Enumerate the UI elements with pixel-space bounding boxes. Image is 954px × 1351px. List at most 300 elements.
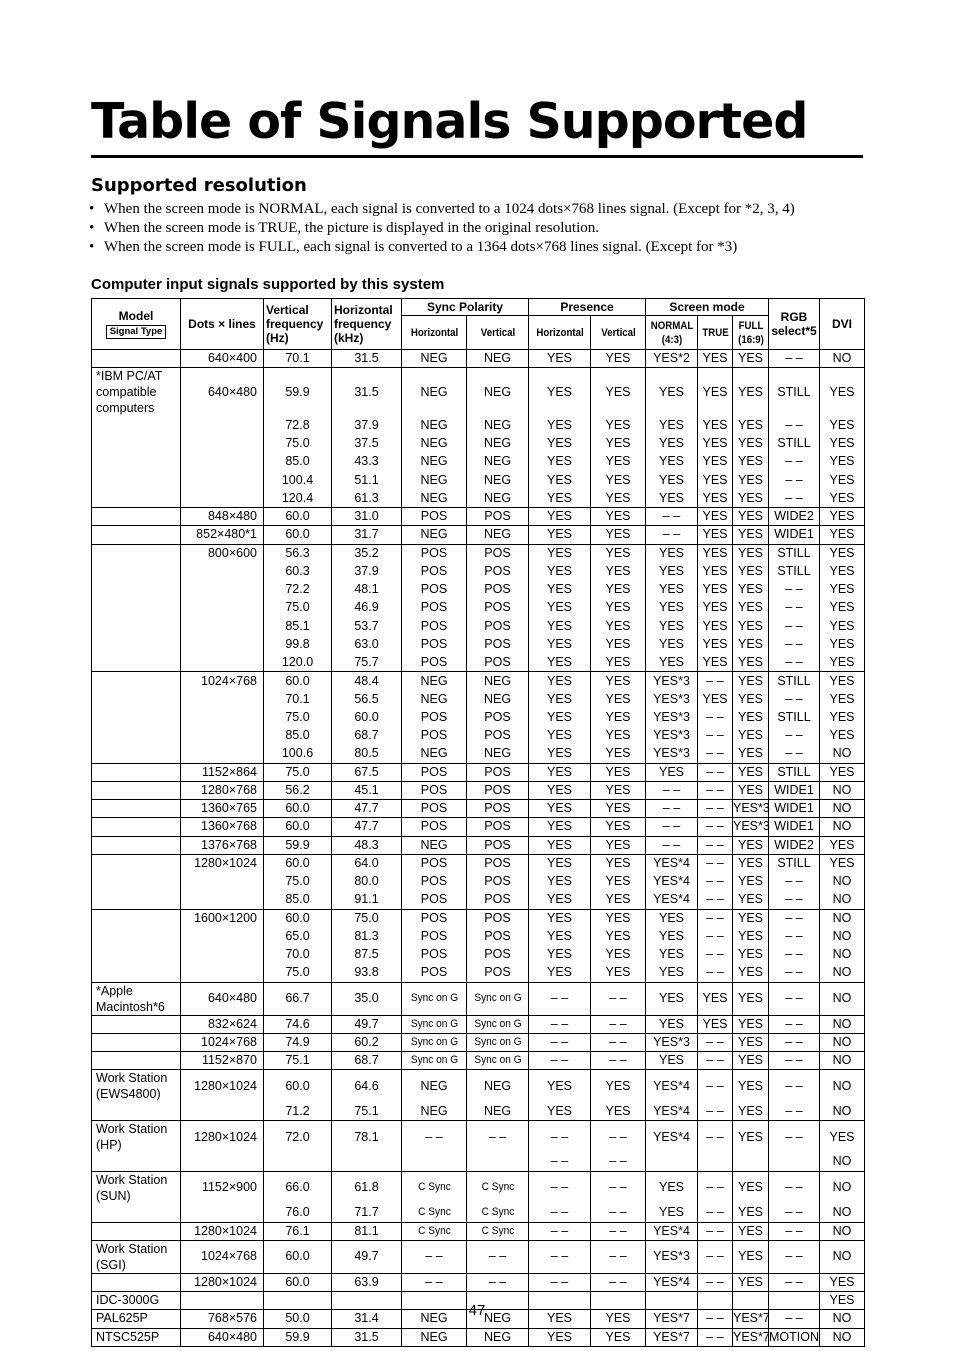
- table-cell: YES: [698, 526, 733, 544]
- table-cell: [92, 745, 181, 763]
- table-cell: POS: [402, 544, 467, 562]
- table-cell: YES: [820, 581, 865, 599]
- table-cell: YES: [529, 453, 591, 471]
- table-cell: – –: [698, 745, 733, 763]
- table-cell: – –: [769, 1102, 820, 1120]
- table-cell: YES: [733, 617, 769, 635]
- table-cell: YES: [591, 453, 646, 471]
- table-cell: YES: [591, 672, 646, 690]
- table-cell: YES: [820, 416, 865, 434]
- table-cell: YES: [698, 635, 733, 653]
- table-cell: YES: [591, 927, 646, 945]
- table-cell: YES: [820, 654, 865, 672]
- table-cell: YES: [591, 368, 646, 417]
- table-cell: STILL: [769, 672, 820, 690]
- table-cell: [92, 800, 181, 818]
- table-cell: – –: [769, 654, 820, 672]
- table-cell: 60.0: [264, 818, 332, 836]
- table-cell: YES: [529, 562, 591, 580]
- table-row: [92, 672, 865, 690]
- table-cell: [181, 581, 264, 599]
- table-cell: YES: [820, 544, 865, 562]
- table-cell: YES: [529, 471, 591, 489]
- table-cell: YES*4: [646, 1102, 698, 1120]
- table-cell: [181, 873, 264, 891]
- table-cell: YES*3: [733, 800, 769, 818]
- bullet-item: • When the screen mode is TRUE, the picture is displayed in the original resolution.: [89, 219, 795, 238]
- table-cell: [92, 526, 181, 544]
- table-cell: WIDE1: [769, 781, 820, 799]
- header-presence: Presence: [529, 299, 646, 316]
- header-true: TRUE: [700, 316, 731, 350]
- table-cell: POS: [402, 927, 467, 945]
- table-cell: 75.0: [264, 435, 332, 453]
- table-cell: [181, 690, 264, 708]
- table-cell: POS: [467, 635, 529, 653]
- table-cell: YES: [591, 727, 646, 745]
- table-cell: YES: [820, 489, 865, 507]
- table-row: [92, 727, 865, 745]
- table-cell: 63.9: [332, 1273, 402, 1291]
- table-cell: [698, 1153, 733, 1171]
- table-cell: – –: [769, 982, 820, 1015]
- table-cell: 63.0: [332, 635, 402, 653]
- table-cell: YES: [820, 526, 865, 544]
- table-cell: 60.0: [264, 1070, 332, 1103]
- table-cell: 60.0: [264, 526, 332, 544]
- table-cell: [92, 964, 181, 982]
- table-cell: YES: [529, 1070, 591, 1103]
- table-cell: YES: [591, 544, 646, 562]
- table-cell: YES: [591, 873, 646, 891]
- table-cell: YES*4: [646, 1222, 698, 1240]
- table-cell: STILL: [769, 763, 820, 781]
- table-cell: YES: [698, 617, 733, 635]
- header-sync-horizontal: Horizontal: [405, 316, 462, 350]
- table-cell: [92, 453, 181, 471]
- table-cell: 43.3: [332, 453, 402, 471]
- table-cell: NEG: [402, 471, 467, 489]
- table-cell: YES: [646, 964, 698, 982]
- table-cell: POS: [467, 836, 529, 854]
- table-cell: YES: [698, 544, 733, 562]
- signals-table-body: [92, 350, 865, 1347]
- table-cell: YES: [591, 617, 646, 635]
- table-cell: [181, 453, 264, 471]
- table-cell: NO: [820, 891, 865, 909]
- table-cell: [92, 763, 181, 781]
- table-cell: – –: [529, 1033, 591, 1051]
- table-cell: YES: [820, 617, 865, 635]
- table-row: [92, 416, 865, 434]
- table-row: [92, 435, 865, 453]
- table-cell: YES: [591, 350, 646, 368]
- table-cell: YES: [591, 836, 646, 854]
- table-cell: 49.7: [332, 1240, 402, 1273]
- table-cell: POS: [467, 818, 529, 836]
- table-cell: – –: [769, 416, 820, 434]
- header-model-label: Model: [118, 309, 154, 323]
- table-cell: C Sync: [469, 1222, 526, 1240]
- table-cell: [92, 654, 181, 672]
- table-cell: YES: [529, 544, 591, 562]
- table-cell: YES: [529, 654, 591, 672]
- table-cell: 72.2: [264, 581, 332, 599]
- table-cell: – –: [698, 1052, 733, 1070]
- table-cell: YES: [529, 800, 591, 818]
- table-cell: 76.1: [264, 1222, 332, 1240]
- table-cell: YES: [698, 453, 733, 471]
- table-cell: 640×480: [181, 1328, 264, 1346]
- header-presence-vertical: Vertical: [594, 316, 642, 350]
- table-row: [92, 1328, 865, 1346]
- table-cell: STILL: [769, 854, 820, 872]
- table-cell: 70.1: [264, 690, 332, 708]
- table-cell: POS: [402, 854, 467, 872]
- table-row: [92, 1070, 865, 1103]
- table-cell: – –: [698, 763, 733, 781]
- table-cell: YES: [820, 763, 865, 781]
- table-row: [92, 873, 865, 891]
- table-cell: – –: [698, 927, 733, 945]
- table-cell: YES: [733, 1240, 769, 1273]
- table-cell: POS: [467, 946, 529, 964]
- table-cell: 72.0: [264, 1121, 332, 1154]
- table-cell: YES: [591, 1328, 646, 1346]
- table-cell: – –: [769, 1222, 820, 1240]
- table-cell: [181, 1153, 264, 1171]
- table-row: [92, 1033, 865, 1051]
- table-cell: YES*3: [646, 1240, 698, 1273]
- table-row: [92, 1204, 865, 1222]
- table-row: [92, 526, 865, 544]
- table-cell: YES: [529, 416, 591, 434]
- table-cell: NEG: [402, 435, 467, 453]
- table-cell: NEG: [402, 1102, 467, 1120]
- table-cell: NO: [820, 1240, 865, 1273]
- table-cell: 75.7: [332, 654, 402, 672]
- table-cell: [181, 617, 264, 635]
- table-cell: NEG: [402, 368, 467, 417]
- table-row: [92, 489, 865, 507]
- table-cell: NEG: [467, 416, 529, 434]
- table-cell: YES: [646, 416, 698, 434]
- table-cell: YES: [591, 526, 646, 544]
- table-cell: POS: [467, 927, 529, 945]
- table-cell: NO: [820, 781, 865, 799]
- table-cell: YES: [733, 927, 769, 945]
- table-cell: YES: [529, 964, 591, 982]
- table-cell: – –: [698, 727, 733, 745]
- table-cell: YES: [646, 489, 698, 507]
- table-cell: [92, 836, 181, 854]
- table-cell: Work Station (SUN): [92, 1171, 181, 1204]
- table-cell: POS: [467, 909, 529, 927]
- table-cell: YES: [733, 1070, 769, 1103]
- header-rgb-select: RGB select*5: [769, 299, 820, 350]
- table-row: [92, 654, 865, 672]
- table-cell: – –: [529, 1121, 591, 1154]
- bullet-item: • When the screen mode is NORMAL, each signal is converted to a 1024 dots×768 lines signal. (Except for *2, 3, 4): [89, 200, 795, 219]
- table-cell: 1024×768: [181, 672, 264, 690]
- table-cell: 93.8: [332, 964, 402, 982]
- table-cell: – –: [529, 1153, 591, 1171]
- table-cell: YES: [733, 1121, 769, 1154]
- table-cell: 87.5: [332, 946, 402, 964]
- table-cell: NEG: [467, 1328, 529, 1346]
- table-cell: – –: [529, 982, 591, 1015]
- table-cell: YES*4: [646, 1070, 698, 1103]
- table-cell: 1280×1024: [181, 1121, 264, 1154]
- table-cell: NO: [820, 909, 865, 927]
- table-cell: YES: [591, 781, 646, 799]
- table-row: [92, 781, 865, 799]
- table-cell: STILL: [769, 435, 820, 453]
- table-cell: POS: [402, 635, 467, 653]
- table-cell: – –: [698, 1222, 733, 1240]
- table-cell: – –: [769, 909, 820, 927]
- table-row: [92, 946, 865, 964]
- table-cell: 1280×1024: [181, 1273, 264, 1291]
- table-cell: 91.1: [332, 891, 402, 909]
- table-cell: NEG: [402, 690, 467, 708]
- table-cell: YES: [733, 544, 769, 562]
- table-cell: NEG: [467, 453, 529, 471]
- table-cell: 75.0: [264, 763, 332, 781]
- table-cell: – –: [769, 453, 820, 471]
- table-cell: YES: [733, 982, 769, 1015]
- section-title: Supported resolution: [91, 175, 307, 196]
- table-cell: NEG: [402, 745, 467, 763]
- header-dots-lines: Dots × lines: [181, 299, 264, 350]
- table-cell: 31.5: [332, 1328, 402, 1346]
- table-cell: [92, 818, 181, 836]
- table-cell: 60.0: [264, 854, 332, 872]
- table-cell: 1280×1024: [181, 1222, 264, 1240]
- table-cell: – –: [698, 1121, 733, 1154]
- table-cell: 53.7: [332, 617, 402, 635]
- header-horizontal-frequency: Horizontal frequency (kHz): [332, 299, 402, 350]
- table-cell: YES: [591, 690, 646, 708]
- table-cell: – –: [646, 836, 698, 854]
- table-cell: YES: [591, 745, 646, 763]
- bullet-list: [89, 200, 795, 257]
- table-row: [92, 350, 865, 368]
- table-cell: POS: [402, 727, 467, 745]
- table-cell: – –: [769, 1015, 820, 1033]
- table-cell: NO: [820, 1033, 865, 1051]
- table-cell: POS: [402, 964, 467, 982]
- table-cell: 50.0: [264, 1310, 332, 1328]
- table-cell: – –: [769, 727, 820, 745]
- table-cell: [92, 1204, 181, 1222]
- table-row: [92, 453, 865, 471]
- table-cell: – –: [591, 1052, 646, 1070]
- table-cell: – –: [591, 1015, 646, 1033]
- table-cell: NO: [820, 1070, 865, 1103]
- table-cell: 60.0: [332, 708, 402, 726]
- table-cell: POS: [467, 508, 529, 526]
- table-cell: YES: [733, 1033, 769, 1051]
- table-cell: YES: [733, 708, 769, 726]
- table-cell: YES: [820, 690, 865, 708]
- table-cell: YES: [820, 1121, 865, 1154]
- table-cell: 47.7: [332, 818, 402, 836]
- table-row: [92, 471, 865, 489]
- table-cell: WIDE1: [769, 526, 820, 544]
- table-cell: NEG: [467, 1102, 529, 1120]
- table-cell: 60.0: [264, 672, 332, 690]
- table-cell: – –: [769, 599, 820, 617]
- table-cell: *Apple Macintosh*6: [92, 982, 181, 1015]
- table-cell: 48.4: [332, 672, 402, 690]
- table-cell: – –: [698, 836, 733, 854]
- table-cell: MOTION: [769, 1328, 820, 1346]
- table-cell: [733, 1153, 769, 1171]
- table-cell: 31.0: [332, 508, 402, 526]
- table-cell: [92, 946, 181, 964]
- table-cell: – –: [646, 781, 698, 799]
- table-cell: [92, 672, 181, 690]
- table-cell: 76.0: [264, 1204, 332, 1222]
- table-cell: YES: [591, 581, 646, 599]
- table-cell: YES: [698, 581, 733, 599]
- table-cell: [92, 1273, 181, 1291]
- table-cell: YES: [820, 727, 865, 745]
- table-cell: – –: [591, 1171, 646, 1204]
- table-cell: [92, 471, 181, 489]
- table-cell: – –: [591, 1121, 646, 1154]
- table-cell: YES: [820, 435, 865, 453]
- table-cell: [402, 1153, 467, 1171]
- table-cell: POS: [467, 581, 529, 599]
- table-cell: YES*7: [733, 1328, 769, 1346]
- table-cell: YES: [646, 982, 698, 1015]
- table-cell: 75.1: [332, 1102, 402, 1120]
- table-cell: C Sync: [469, 1171, 526, 1204]
- table-cell: [92, 435, 181, 453]
- table-cell: POS: [402, 763, 467, 781]
- table-cell: YES: [733, 873, 769, 891]
- table-cell: YES*2: [646, 350, 698, 368]
- table-cell: NO: [820, 800, 865, 818]
- table-cell: C Sync: [404, 1171, 464, 1204]
- table-cell: [92, 727, 181, 745]
- table-cell: YES*7: [646, 1328, 698, 1346]
- table-cell: YES: [820, 1292, 865, 1310]
- table-cell: 1152×900: [181, 1171, 264, 1204]
- table-cell: – –: [769, 1310, 820, 1328]
- table-row: [92, 891, 865, 909]
- table-cell: [181, 745, 264, 763]
- table-cell: POS: [402, 781, 467, 799]
- table-cell: NO: [820, 873, 865, 891]
- table-cell: – –: [698, 1273, 733, 1291]
- table-cell: NO: [820, 1204, 865, 1222]
- table-cell: [181, 946, 264, 964]
- table-cell: POS: [467, 800, 529, 818]
- table-cell: YES: [733, 489, 769, 507]
- table-cell: NO: [820, 1102, 865, 1120]
- table-cell: NTSC525P: [92, 1328, 181, 1346]
- table-cell: – –: [769, 1033, 820, 1051]
- table-cell: YES: [591, 416, 646, 434]
- table-cell: YES*7: [646, 1310, 698, 1328]
- table-cell: YES: [820, 453, 865, 471]
- table-cell: – –: [698, 781, 733, 799]
- table-cell: 71.2: [264, 1102, 332, 1120]
- table-row: [92, 599, 865, 617]
- table-cell: 31.7: [332, 526, 402, 544]
- table-cell: – –: [769, 891, 820, 909]
- table-cell: YES: [646, 654, 698, 672]
- table-cell: – –: [591, 1222, 646, 1240]
- table-cell: YES: [733, 435, 769, 453]
- table-cell: – –: [698, 1204, 733, 1222]
- table-cell: 74.6: [264, 1015, 332, 1033]
- table-cell: 31.5: [332, 350, 402, 368]
- table-cell: NEG: [402, 526, 467, 544]
- table-cell: – –: [646, 800, 698, 818]
- table-cell: 60.0: [264, 909, 332, 927]
- table-cell: 51.1: [332, 471, 402, 489]
- table-cell: POS: [402, 800, 467, 818]
- header-sync-vertical: Vertical: [470, 316, 525, 350]
- table-cell: POS: [467, 854, 529, 872]
- table-cell: [181, 562, 264, 580]
- table-cell: 1024×768: [181, 1240, 264, 1273]
- table-cell: 68.7: [332, 727, 402, 745]
- table-cell: YES: [529, 617, 591, 635]
- table-cell: 75.0: [264, 599, 332, 617]
- table-cell: NO: [820, 982, 865, 1015]
- table-cell: – –: [698, 854, 733, 872]
- table-cell: NEG: [467, 690, 529, 708]
- table-cell: – –: [769, 1204, 820, 1222]
- table-cell: [181, 635, 264, 653]
- table-cell: YES*3: [646, 672, 698, 690]
- table-cell: YES*3: [646, 1033, 698, 1051]
- table-cell: 80.0: [332, 873, 402, 891]
- table-cell: POS: [402, 581, 467, 599]
- table-title: Computer input signals supported by this system: [91, 276, 445, 293]
- table-cell: STILL: [769, 368, 820, 417]
- table-cell: [181, 727, 264, 745]
- table-cell: YES: [820, 854, 865, 872]
- table-cell: YES: [698, 435, 733, 453]
- table-cell: – –: [769, 581, 820, 599]
- table-cell: POS: [467, 964, 529, 982]
- table-cell: YES: [591, 818, 646, 836]
- table-cell: – –: [698, 964, 733, 982]
- table-cell: C Sync: [469, 1204, 526, 1222]
- table-cell: YES*4: [646, 1121, 698, 1154]
- table-cell: YES: [646, 562, 698, 580]
- signals-table: [91, 298, 865, 1347]
- table-cell: 848×480: [181, 508, 264, 526]
- header-signal-type: Signal Type: [106, 325, 167, 339]
- table-cell: POS: [467, 891, 529, 909]
- table-cell: YES: [733, 368, 769, 417]
- table-cell: POS: [402, 891, 467, 909]
- table-cell: POS: [467, 763, 529, 781]
- table-cell: YES*3: [733, 818, 769, 836]
- table-cell: 640×480: [181, 368, 264, 417]
- table-row: [92, 927, 865, 945]
- table-cell: Sync on G: [404, 982, 464, 1015]
- table-cell: YES: [529, 672, 591, 690]
- table-cell: 37.5: [332, 435, 402, 453]
